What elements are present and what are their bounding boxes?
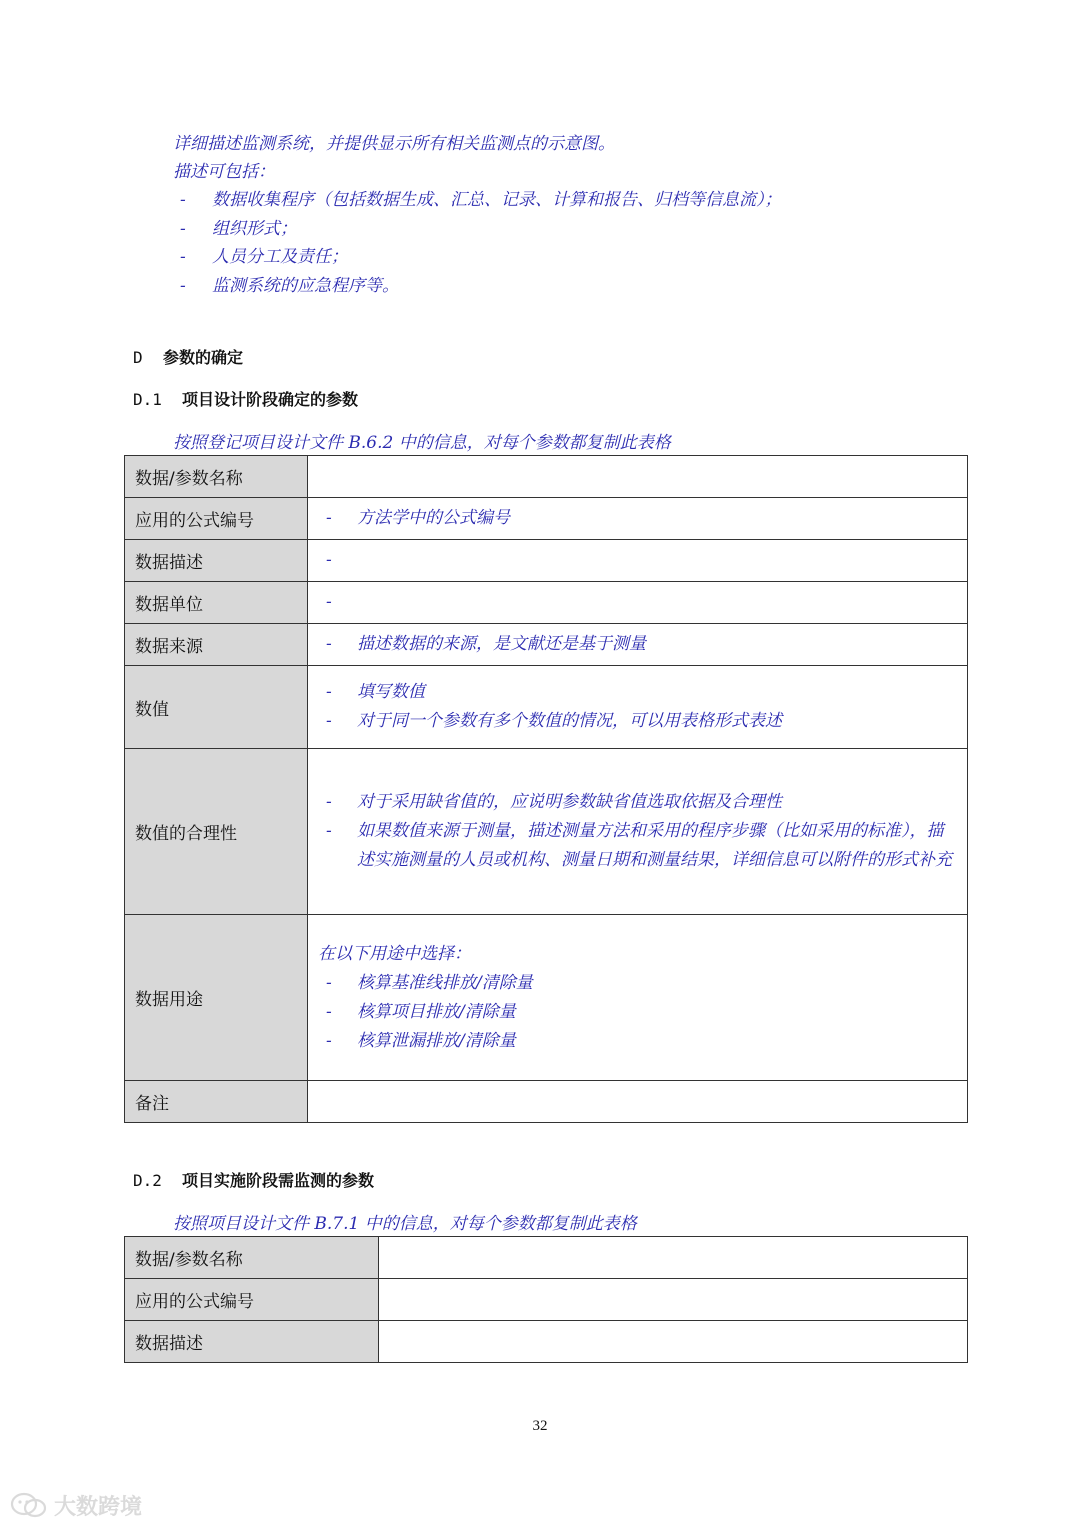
section-heading-d2 <box>133 1168 374 1191</box>
dash-marker: - <box>326 1001 332 1022</box>
table-instruction-d2: 按照项目设计文件 B.7.1 中的信息，对每个参数都复制此表格 <box>173 1214 637 1234</box>
row-label: 数据单位 <box>125 582 308 624</box>
section-title: 项目实施阶段需监测的参数 <box>182 1171 375 1190</box>
value-line <box>326 630 959 659</box>
row-value-cell[interactable] <box>379 1237 968 1279</box>
intro-text <box>173 130 615 186</box>
section-heading-d1 <box>133 387 358 410</box>
row-value-cell[interactable] <box>308 915 968 1081</box>
section-title: 项目设计阶段确定的参数 <box>182 390 359 409</box>
parameter-table-d1 <box>124 455 968 1123</box>
row-label: 数据/参数名称 <box>125 456 308 498</box>
section-title: 参数的确定 <box>163 348 244 367</box>
value-line <box>326 788 959 817</box>
list-item-text: 数据收集程序（包括数据生成、汇总、记录、计算和报告、归档等信息流）； <box>212 190 782 210</box>
table-row <box>125 456 968 498</box>
dash-marker: - <box>180 190 186 210</box>
row-value-cell[interactable] <box>308 456 968 498</box>
table-instruction-d1: 按照登记项目设计文件 B.6.2 中的信息，对每个参数都复制此表格 <box>173 433 671 453</box>
value-line <box>326 678 959 707</box>
value-line <box>326 817 959 875</box>
value-text: 核算项目排放/清除量 <box>357 1001 516 1022</box>
row-label: 备注 <box>125 1081 308 1123</box>
dash-marker: - <box>326 508 332 528</box>
row-value-cell[interactable] <box>379 1279 968 1321</box>
list-item-text: 人员分工及责任； <box>212 247 348 267</box>
list-item <box>180 186 782 215</box>
value-line <box>326 546 959 575</box>
value-line <box>318 1027 959 1056</box>
row-label: 数据描述 <box>125 540 308 582</box>
table-row <box>125 540 968 582</box>
row-value-cell[interactable] <box>308 582 968 624</box>
dash-marker: - <box>326 682 332 702</box>
dash-marker: - <box>180 218 186 239</box>
table-row <box>125 915 968 1081</box>
row-value-cell[interactable] <box>308 666 968 749</box>
row-label: 数值 <box>125 666 308 749</box>
section-number: D <box>133 348 143 367</box>
row-value-cell[interactable] <box>308 498 968 540</box>
value-text: 核算泄漏排放/清除量 <box>357 1030 516 1051</box>
dash-marker: - <box>180 247 186 267</box>
row-value-cell[interactable] <box>308 540 968 582</box>
dash-marker: - <box>326 972 332 993</box>
dash-marker: - <box>326 634 332 654</box>
list-item-text: 组织形式； <box>212 218 297 239</box>
table-row <box>125 498 968 540</box>
table-row <box>125 1237 968 1279</box>
value-text: 核算基准线排放/清除量 <box>357 972 533 993</box>
value-text: 如果数值来源于测量，描述测量方法和采用的程序步骤（比如采用的标准），描述实施测量的人员或机构、测量日期和测量结果，详细信息可以附件的形式补充 <box>357 821 952 870</box>
table-row <box>125 749 968 915</box>
value-text: 填写数值 <box>357 682 425 702</box>
page-number: 32 <box>532 1418 548 1434</box>
dash-marker: - <box>326 550 332 570</box>
table-row <box>125 666 968 749</box>
intro-line-1: 详细描述监测系统，并提供显示所有相关监测点的示意图。 <box>173 134 615 154</box>
value-intro-text: 在以下用途中选择： <box>318 943 471 964</box>
dash-marker: - <box>326 792 332 812</box>
row-label: 数据/参数名称 <box>125 1237 379 1279</box>
row-value-cell[interactable] <box>308 1081 968 1123</box>
intro-bullet-list <box>180 186 782 300</box>
list-item <box>180 272 782 301</box>
table-row <box>125 1081 968 1123</box>
value-text: 描述数据的来源，是文献还是基于测量 <box>357 634 646 654</box>
value-line <box>318 998 959 1027</box>
dash-marker: - <box>326 592 332 612</box>
row-value-cell[interactable] <box>308 624 968 666</box>
row-value-cell[interactable] <box>379 1321 968 1363</box>
row-label: 数据来源 <box>125 624 308 666</box>
wechat-logo-icon <box>10 1492 48 1520</box>
row-value-cell[interactable] <box>308 749 968 915</box>
row-label: 应用的公式编号 <box>125 498 308 540</box>
dash-marker: - <box>326 821 332 841</box>
value-line <box>326 707 959 736</box>
watermark <box>10 1490 142 1521</box>
value-text: 对于同一个参数有多个数值的情况，可以用表格形式表述 <box>357 711 782 731</box>
table-row <box>125 1321 968 1363</box>
dash-marker: - <box>326 711 332 731</box>
value-text: 方法学中的公式编号 <box>357 508 510 528</box>
list-item <box>180 243 782 272</box>
list-item-text: 监测系统的应急程序等。 <box>212 275 399 296</box>
table-row <box>125 582 968 624</box>
value-text: 对于采用缺省值的，应说明参数缺省值选取依据及合理性 <box>357 792 782 812</box>
value-line <box>326 588 959 617</box>
section-number: D.1 <box>133 390 162 409</box>
section-number: D.2 <box>133 1171 162 1190</box>
table-row <box>125 624 968 666</box>
dash-marker: - <box>180 275 186 296</box>
watermark-text: 大数跨境 <box>54 1495 143 1520</box>
value-line <box>318 969 959 998</box>
section-heading-d <box>133 345 243 368</box>
intro-line-2: 描述可包括： <box>173 162 275 182</box>
table-row <box>125 1279 968 1321</box>
dash-marker: - <box>326 1030 332 1051</box>
row-label: 数据用途 <box>125 915 308 1081</box>
list-item <box>180 215 782 244</box>
row-label: 数值的合理性 <box>125 749 308 915</box>
row-label: 应用的公式编号 <box>125 1279 379 1321</box>
parameter-table-d2 <box>124 1236 968 1363</box>
row-label: 数据描述 <box>125 1321 379 1363</box>
value-line <box>326 504 959 533</box>
